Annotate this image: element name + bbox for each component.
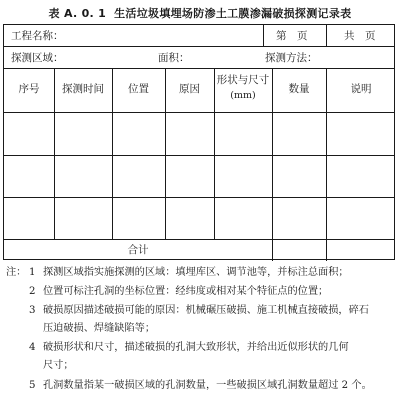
cell-divider: [263, 25, 264, 46]
col-header-shape: 形状与尺寸: [216, 74, 270, 86]
detection-method-label: 探测方法：: [265, 52, 318, 64]
column-divider: [272, 68, 273, 261]
note-text: 破损原因描述破损可能的原因：机械碾压破损、施工机械直接破损，碎石: [43, 305, 369, 316]
col-header-seq: 序号: [18, 83, 40, 95]
column-divider: [326, 68, 327, 261]
col-header-cause: 原因: [179, 83, 200, 95]
note-text-continued: 尺寸；: [43, 360, 74, 371]
note-text-continued: 压迫破损、焊缝缺陷等；: [43, 323, 156, 334]
area-size-label: 面积：: [158, 52, 190, 64]
note-number: 3: [29, 305, 36, 316]
note-text: 孔洞数量指某一破损区域的孔洞数量，一些破损区域孔洞数量超过 2 个。: [43, 380, 372, 391]
table-title: [0, 5, 400, 23]
table-number: 表 A. 0. 1: [48, 7, 107, 20]
row-divider: [4, 197, 394, 198]
row-divider: [4, 68, 394, 69]
total-row-label: 合计: [127, 244, 149, 256]
col-header-count: 数量: [288, 83, 310, 95]
note-text: 破损形状和尺寸，描述破损的孔洞大致形状，并给出近似形状的几何: [43, 342, 349, 353]
note-text: 探测区域指实施探测的区域：填埋库区、调节池等，并标注总面积；: [43, 267, 349, 278]
record-table: [3, 24, 395, 260]
row-divider: [4, 155, 394, 156]
cell-divider: [326, 25, 327, 46]
note-number: 4: [29, 342, 36, 353]
page-number-label: 第 页: [276, 30, 308, 42]
row-divider: [4, 239, 394, 240]
total-pages-label: 共 页: [344, 30, 376, 42]
note-number: 1: [29, 267, 36, 278]
col-header-position: 位置: [128, 83, 149, 95]
detection-area-label: 探测区域：: [11, 52, 64, 64]
notes-label: 注：: [6, 267, 27, 278]
project-name-label: 工程名称：: [11, 30, 64, 42]
col-header-time: 探测时间: [62, 83, 104, 95]
note-number: 2: [29, 286, 36, 297]
col-header-shape-unit: (mm): [230, 90, 256, 101]
row-divider: [4, 46, 394, 47]
note-text: 位置可标注孔洞的坐标位置：经纬度或相对某个特征点的位置；: [43, 286, 329, 297]
note-number: 5: [29, 380, 36, 391]
table-title-text: 生活垃圾填埋场防渗土工膜渗漏破损探测记录表: [114, 7, 352, 20]
col-header-remarks: 说明: [350, 83, 372, 95]
row-divider: [4, 112, 394, 113]
